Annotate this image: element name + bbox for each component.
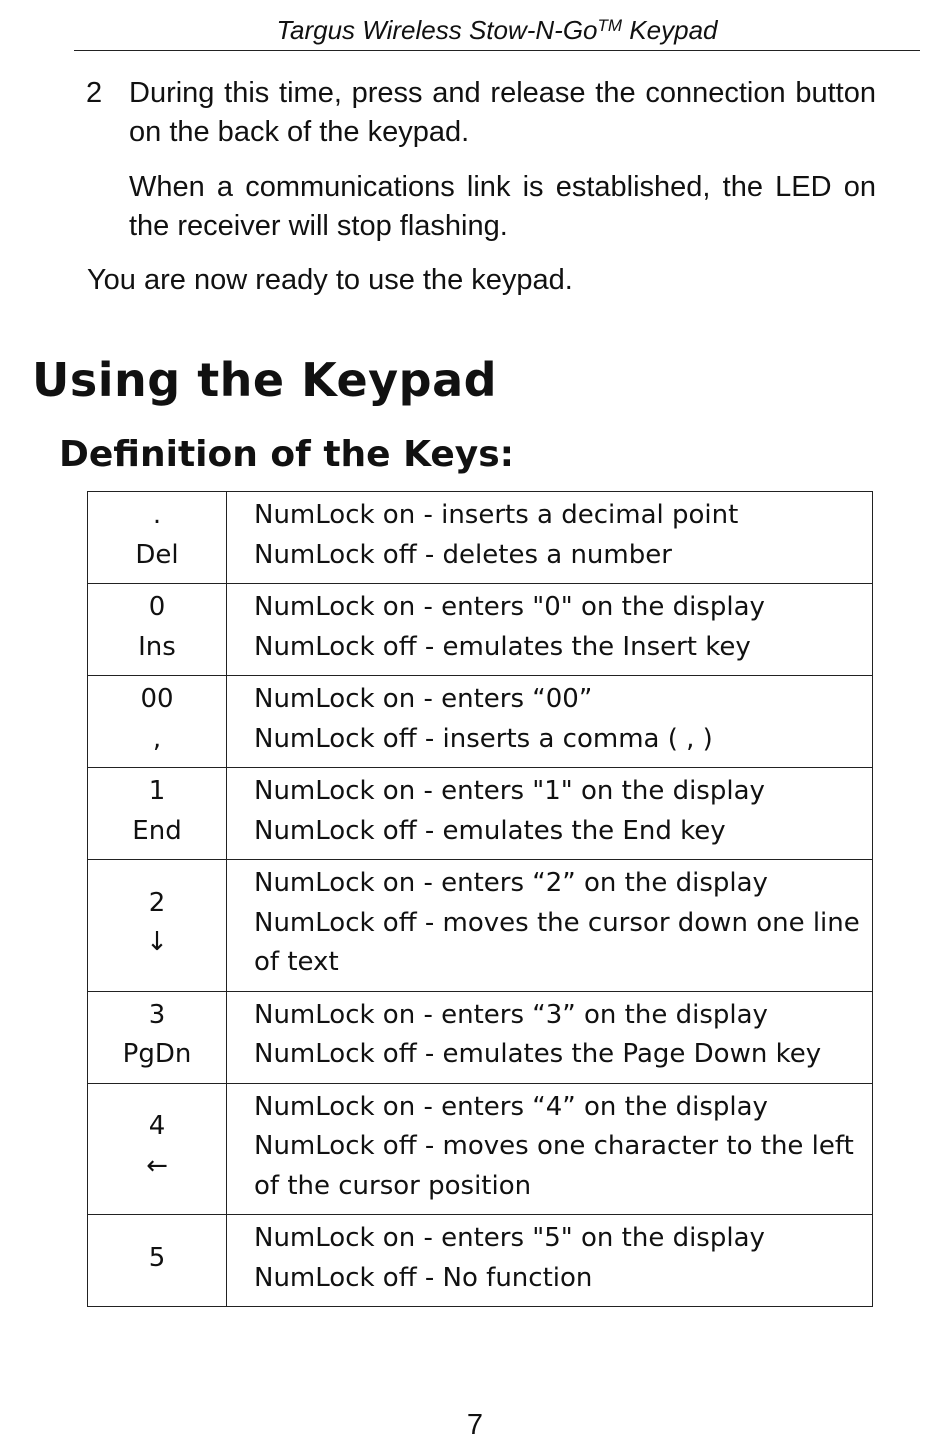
key-row xyxy=(88,676,873,768)
key-row xyxy=(88,860,873,992)
key-labels xyxy=(88,864,226,983)
key-secondary-label: PgDn xyxy=(122,1039,192,1069)
running-header xyxy=(74,12,920,51)
numlock-off-continuation: of the cursor position xyxy=(254,1170,532,1201)
numlock-on-text: NumLock on - enters "1" on the display xyxy=(254,776,765,806)
numlock-on-text: NumLock on - enters “3” on the display xyxy=(254,999,768,1030)
key-primary-label: 4 xyxy=(148,1111,166,1142)
key-row xyxy=(88,1215,873,1307)
step-paragraph: During this time, press and release the connection button on the back of the keypad. xyxy=(129,77,876,148)
numlock-on-text: NumLock on - enters “00” xyxy=(254,684,593,714)
key-labels xyxy=(88,680,226,759)
key-secondary-label: Del xyxy=(135,539,179,570)
ready-text: You are now ready to use the keypad. xyxy=(87,264,573,296)
key-description-cell xyxy=(227,860,873,992)
key-labels xyxy=(88,496,226,575)
key-description-cell xyxy=(227,676,873,768)
step-number: 2 xyxy=(86,77,103,109)
numlock-on-text: NumLock on - enters "0" on the display xyxy=(254,592,765,622)
key-row xyxy=(88,584,873,676)
numlock-on-text: NumLock on - enters “4” on the display xyxy=(254,1091,768,1122)
key-cell xyxy=(88,1215,227,1307)
key-row xyxy=(88,768,873,860)
key-row xyxy=(88,492,873,584)
key-primary-label: 5 xyxy=(148,1242,166,1273)
key-description-cell xyxy=(227,1215,873,1307)
key-primary-label: 1 xyxy=(148,776,166,806)
header-title-main: Targus Wireless Stow-N-Go xyxy=(276,15,598,45)
key-cell xyxy=(88,492,227,584)
step-paragraph: When a communications link is established, the LED on the receiver will stop flashing. xyxy=(129,171,876,242)
header-title-tail: Keypad xyxy=(622,15,718,45)
key-secondary-label: ↓ xyxy=(146,927,168,958)
key-primary-label: 00 xyxy=(140,684,174,714)
numlock-on-text: NumLock on - enters “2” on the display xyxy=(254,868,768,898)
key-labels xyxy=(88,996,226,1075)
key-secondary-label: , xyxy=(152,723,162,754)
key-labels xyxy=(88,1219,226,1298)
numlock-off-text: NumLock off - moves one character to the left xyxy=(254,1131,854,1161)
header-trademark: TM xyxy=(597,16,623,35)
key-primary-label: . xyxy=(152,500,162,530)
numlock-on-text: NumLock on - enters "5" on the display xyxy=(254,1223,765,1253)
numlock-off-text: NumLock off - deletes a number xyxy=(254,539,672,570)
key-cell xyxy=(88,584,227,676)
numlock-off-text: NumLock off - emulates the Page Down key xyxy=(254,1039,822,1069)
key-description-cell xyxy=(227,584,873,676)
key-labels xyxy=(88,588,226,667)
key-primary-label: 2 xyxy=(148,887,166,918)
section-title: Using the Keypad xyxy=(32,353,498,407)
key-cell xyxy=(88,676,227,768)
numlock-off-text: NumLock off - No function xyxy=(254,1262,593,1293)
key-row xyxy=(88,1083,873,1215)
key-description-cell xyxy=(227,1083,873,1215)
key-primary-label: 3 xyxy=(148,999,166,1030)
numlock-on-text: NumLock on - inserts a decimal point xyxy=(254,500,739,530)
step-body xyxy=(129,74,876,246)
numlock-off-text: NumLock off - inserts a comma ( , ) xyxy=(254,723,713,754)
key-labels xyxy=(88,772,226,851)
key-description-cell xyxy=(227,768,873,860)
page-number: 7 xyxy=(466,1409,484,1441)
key-cell xyxy=(88,768,227,860)
subsection-title: Definition of the Keys: xyxy=(59,434,515,475)
key-definition-table xyxy=(87,491,873,1307)
step-2 xyxy=(86,74,876,246)
key-secondary-label: Ins xyxy=(138,631,176,662)
numlock-off-text: NumLock off - emulates the End key xyxy=(254,815,726,846)
numlock-off-continuation: of text xyxy=(254,947,339,977)
key-description-cell xyxy=(227,492,873,584)
key-cell xyxy=(88,860,227,992)
key-row xyxy=(88,991,873,1083)
key-secondary-label: End xyxy=(132,815,182,846)
key-cell xyxy=(88,1083,227,1215)
numlock-off-text: NumLock off - moves the cursor down one line xyxy=(254,907,860,938)
key-primary-label: 0 xyxy=(148,592,166,622)
key-secondary-label: ← xyxy=(146,1150,168,1181)
numlock-off-text: NumLock off - emulates the Insert key xyxy=(254,631,751,662)
key-cell xyxy=(88,991,227,1083)
key-description-cell xyxy=(227,991,873,1083)
key-labels xyxy=(88,1088,226,1207)
